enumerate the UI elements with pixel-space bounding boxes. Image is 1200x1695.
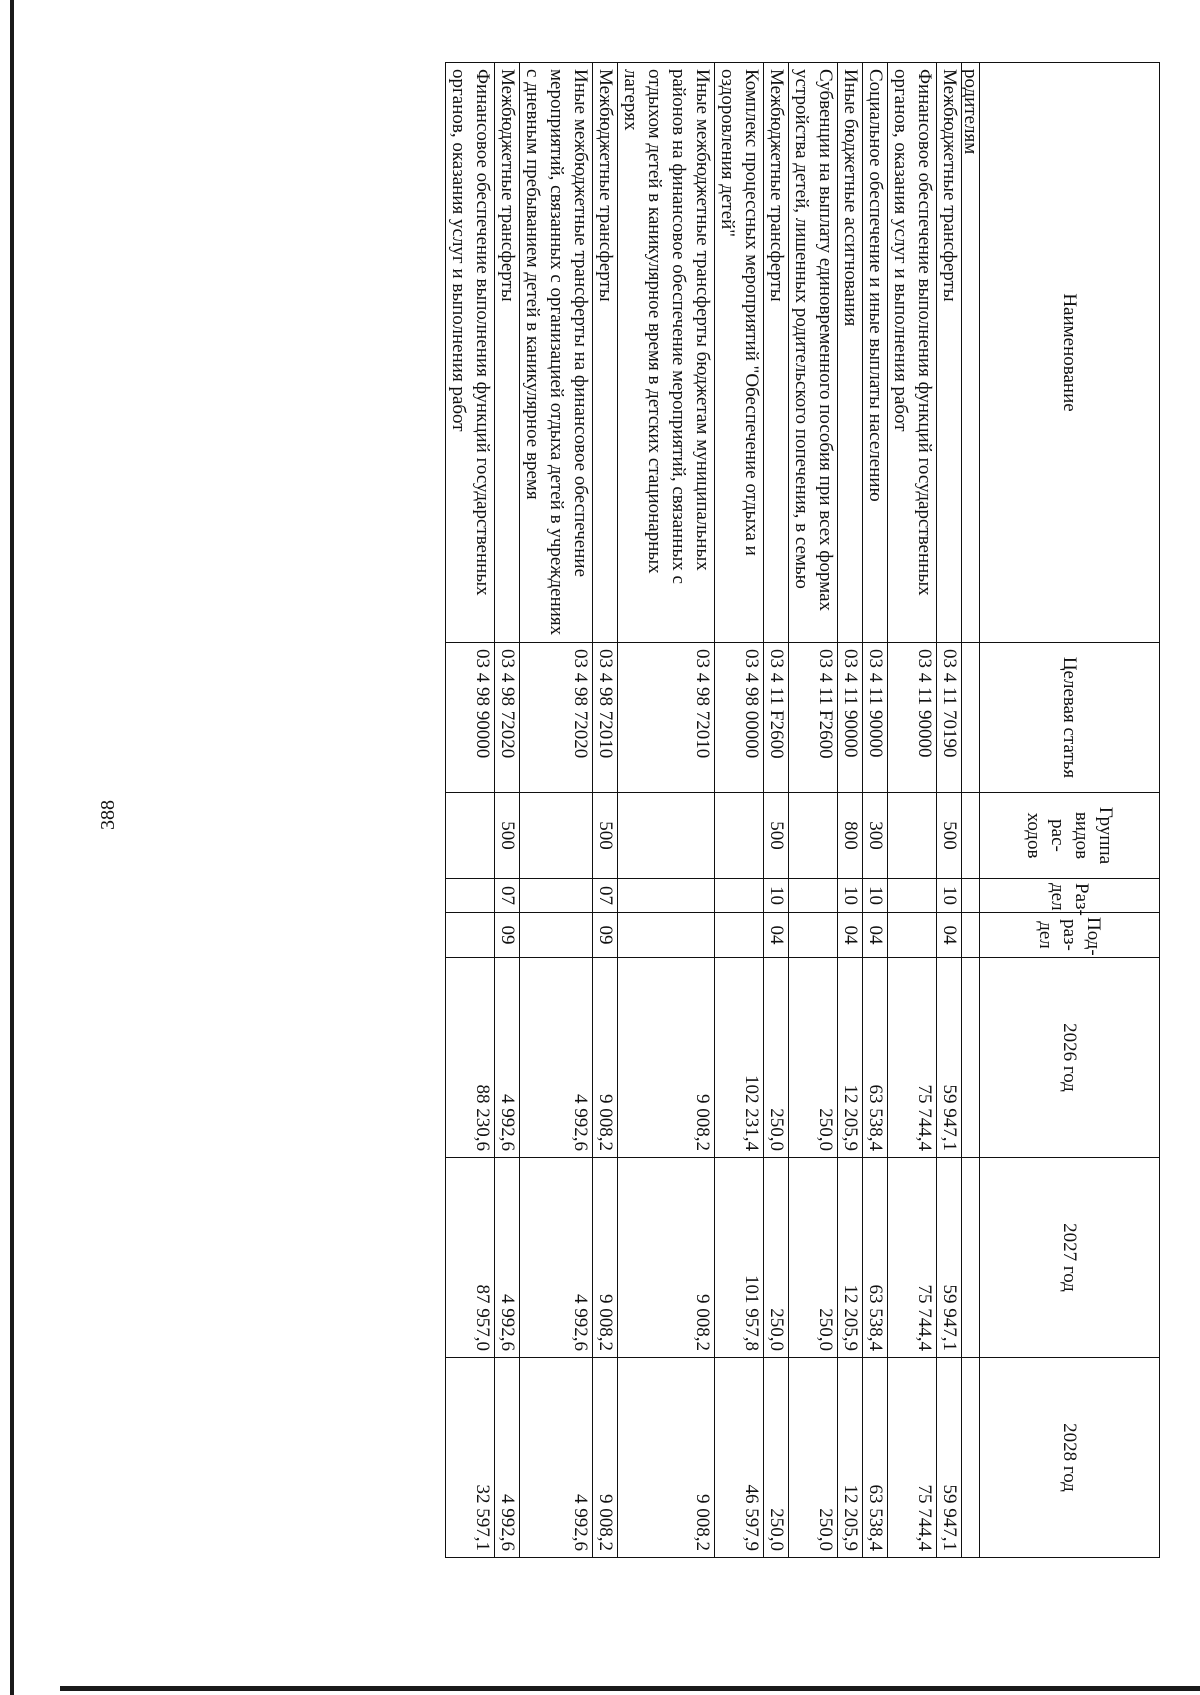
- row-2026: 9 008,2: [618, 958, 715, 1158]
- table-row: [618, 63, 715, 1558]
- row-subsection: 04: [937, 913, 962, 958]
- table-row: [863, 63, 888, 1558]
- row-2028: 59 947,1: [937, 1358, 962, 1558]
- row-group: 500: [764, 793, 789, 879]
- row-2026: 250,0: [764, 958, 789, 1158]
- row-2027: 12 205,9: [838, 1158, 863, 1358]
- row-section: [888, 879, 937, 913]
- row-2026: 63 538,4: [863, 958, 888, 1158]
- row-2027: 87 957,0: [446, 1158, 495, 1358]
- row-subsection: [789, 913, 838, 958]
- row-subsection: 04: [764, 913, 789, 958]
- budget-table: [445, 62, 1160, 1558]
- row-subsection: [715, 913, 764, 958]
- row-group: [446, 793, 495, 879]
- row-name: Межбюджетные трансферты: [495, 63, 520, 643]
- row-group: [520, 793, 593, 879]
- header-year-2028: 2028 год: [980, 1358, 1160, 1558]
- row-2026: 102 231,4: [715, 958, 764, 1158]
- row-section: 10: [863, 879, 888, 913]
- row-group: [715, 793, 764, 879]
- row-section: [715, 879, 764, 913]
- row-group: 300: [863, 793, 888, 879]
- row-2027: 63 538,4: [863, 1158, 888, 1358]
- table-row: [838, 63, 863, 1558]
- table-row: [446, 63, 495, 1558]
- row-subsection: [618, 913, 715, 958]
- row-2028: 63 538,4: [863, 1358, 888, 1558]
- row-name: Финансовое обеспечение выполнения функций государственных органов, оказания услуг и выполнения работ: [888, 63, 937, 643]
- row-code: 03 4 98 72010: [593, 643, 618, 793]
- row-code: 03 4 11 90000: [888, 643, 937, 793]
- row-subsection: [962, 913, 980, 958]
- row-code: 03 4 98 72010: [618, 643, 715, 793]
- row-subsection: 04: [863, 913, 888, 958]
- header-subsection: Под-раз-дел: [980, 913, 1160, 958]
- row-subsection: 09: [593, 913, 618, 958]
- row-subsection: 09: [495, 913, 520, 958]
- header-section: Раз-дел: [980, 879, 1160, 913]
- table-row: [520, 63, 593, 1558]
- header-year-2027: 2027 год: [980, 1158, 1160, 1358]
- row-2028: 75 744,4: [888, 1358, 937, 1558]
- row-group: 800: [838, 793, 863, 879]
- row-2028: 9 008,2: [618, 1358, 715, 1558]
- row-2026: 250,0: [789, 958, 838, 1158]
- row-group: 500: [937, 793, 962, 879]
- row-code: 03 4 11 F2600: [789, 643, 838, 793]
- row-section: 10: [764, 879, 789, 913]
- row-2026: 75 744,4: [888, 958, 937, 1158]
- row-2027: 9 008,2: [618, 1158, 715, 1358]
- row-group: [618, 793, 715, 879]
- row-2026: 12 205,9: [838, 958, 863, 1158]
- row-2028: 4 992,6: [495, 1358, 520, 1558]
- scan-left-edge: [10, 0, 14, 1695]
- row-code: 03 4 98 72020: [520, 643, 593, 793]
- header-year-2026: 2026 год: [980, 958, 1160, 1158]
- row-group: 500: [495, 793, 520, 879]
- table-row: [764, 63, 789, 1558]
- row-name: Комплекс процессных мероприятий "Обеспечение отдыха и оздоровления детей": [715, 63, 764, 643]
- row-subsection: [888, 913, 937, 958]
- table-header-row: [980, 63, 1160, 1558]
- rotated-table-wrapper: [165, 62, 1160, 1557]
- table-row: [593, 63, 618, 1558]
- row-2028: 250,0: [789, 1358, 838, 1558]
- row-2028: 4 992,6: [520, 1358, 593, 1558]
- row-section: 10: [838, 879, 863, 913]
- row-name: Субвенции на выплату единовременного пособия при всех формах устройства детей, лишенных родительского попечения, в семью: [789, 63, 838, 643]
- header-target-article: Целевая статья: [980, 643, 1160, 793]
- row-code: 03 4 11 70190: [937, 643, 962, 793]
- header-expense-group: Группа видов рас-ходов: [980, 793, 1160, 879]
- row-2027: 59 947,1: [937, 1158, 962, 1358]
- row-name: Иные межбюджетные трансферты на финансовое обеспечение мероприятий, связанных с организацией отдыха детей в учреждениях с дневным пребыванием детей в каникулярное время: [520, 63, 593, 643]
- row-2027: 75 744,4: [888, 1158, 937, 1358]
- row-2027: 4 992,6: [520, 1158, 593, 1358]
- row-name: Межбюджетные трансферты: [764, 63, 789, 643]
- row-2026: 59 947,1: [937, 958, 962, 1158]
- row-2027: 250,0: [789, 1158, 838, 1358]
- row-section: [962, 879, 980, 913]
- row-subsection: 04: [838, 913, 863, 958]
- table-row: [962, 63, 980, 1558]
- row-2028: 32 597,1: [446, 1358, 495, 1558]
- row-code: 03 4 11 90000: [863, 643, 888, 793]
- table-row: [715, 63, 764, 1558]
- row-section: 07: [495, 879, 520, 913]
- row-2026: 9 008,2: [593, 958, 618, 1158]
- row-2026: 88 230,6: [446, 958, 495, 1158]
- row-subsection: [446, 913, 495, 958]
- row-name: Межбюджетные трансферты: [593, 63, 618, 643]
- row-2026: [962, 958, 980, 1158]
- row-section: [789, 879, 838, 913]
- row-code: [962, 643, 980, 793]
- row-2028: 9 008,2: [593, 1358, 618, 1558]
- row-section: [446, 879, 495, 913]
- header-name: Наименование: [980, 63, 1160, 643]
- row-2028: [962, 1358, 980, 1558]
- row-name: Иные бюджетные ассигнования: [838, 63, 863, 643]
- row-group: [789, 793, 838, 879]
- row-name: родителям: [962, 63, 980, 643]
- row-name: Финансовое обеспечение выполнения функций государственных органов, оказания услуг и выполнения работ: [446, 63, 495, 643]
- row-code: 03 4 98 00000: [715, 643, 764, 793]
- row-name: Социальное обеспечение и иные выплаты населению: [863, 63, 888, 643]
- row-2027: 4 992,6: [495, 1158, 520, 1358]
- row-2028: 46 597,9: [715, 1358, 764, 1558]
- row-code: 03 4 98 72020: [495, 643, 520, 793]
- row-2028: 250,0: [764, 1358, 789, 1558]
- row-section: 07: [593, 879, 618, 913]
- row-2026: 4 992,6: [520, 958, 593, 1158]
- row-subsection: [520, 913, 593, 958]
- table-row: [789, 63, 838, 1558]
- row-name: Иные межбюджетные трансферты бюджетам муниципальных районов на финансовое обеспечение мероприятий, связанных с отдыхом детей в каникулярное время в детских стационарных лагерях: [618, 63, 715, 643]
- row-group: [888, 793, 937, 879]
- table-row: [937, 63, 962, 1558]
- row-section: [520, 879, 593, 913]
- row-code: 03 4 98 90000: [446, 643, 495, 793]
- row-2026: 4 992,6: [495, 958, 520, 1158]
- row-2028: 12 205,9: [838, 1358, 863, 1558]
- row-2027: 9 008,2: [593, 1158, 618, 1358]
- row-group: [962, 793, 980, 879]
- row-section: [618, 879, 715, 913]
- table-row: [888, 63, 937, 1558]
- row-2027: [962, 1158, 980, 1358]
- table-row: [495, 63, 520, 1558]
- row-2027: 101 957,8: [715, 1158, 764, 1358]
- row-2027: 250,0: [764, 1158, 789, 1358]
- row-code: 03 4 11 90000: [838, 643, 863, 793]
- row-name: Межбюджетные трансферты: [937, 63, 962, 643]
- scan-bottom-edge: [60, 1686, 1200, 1691]
- row-section: 10: [937, 879, 962, 913]
- row-group: 500: [593, 793, 618, 879]
- row-code: 03 4 11 F2600: [764, 643, 789, 793]
- page-number: 388: [97, 800, 119, 830]
